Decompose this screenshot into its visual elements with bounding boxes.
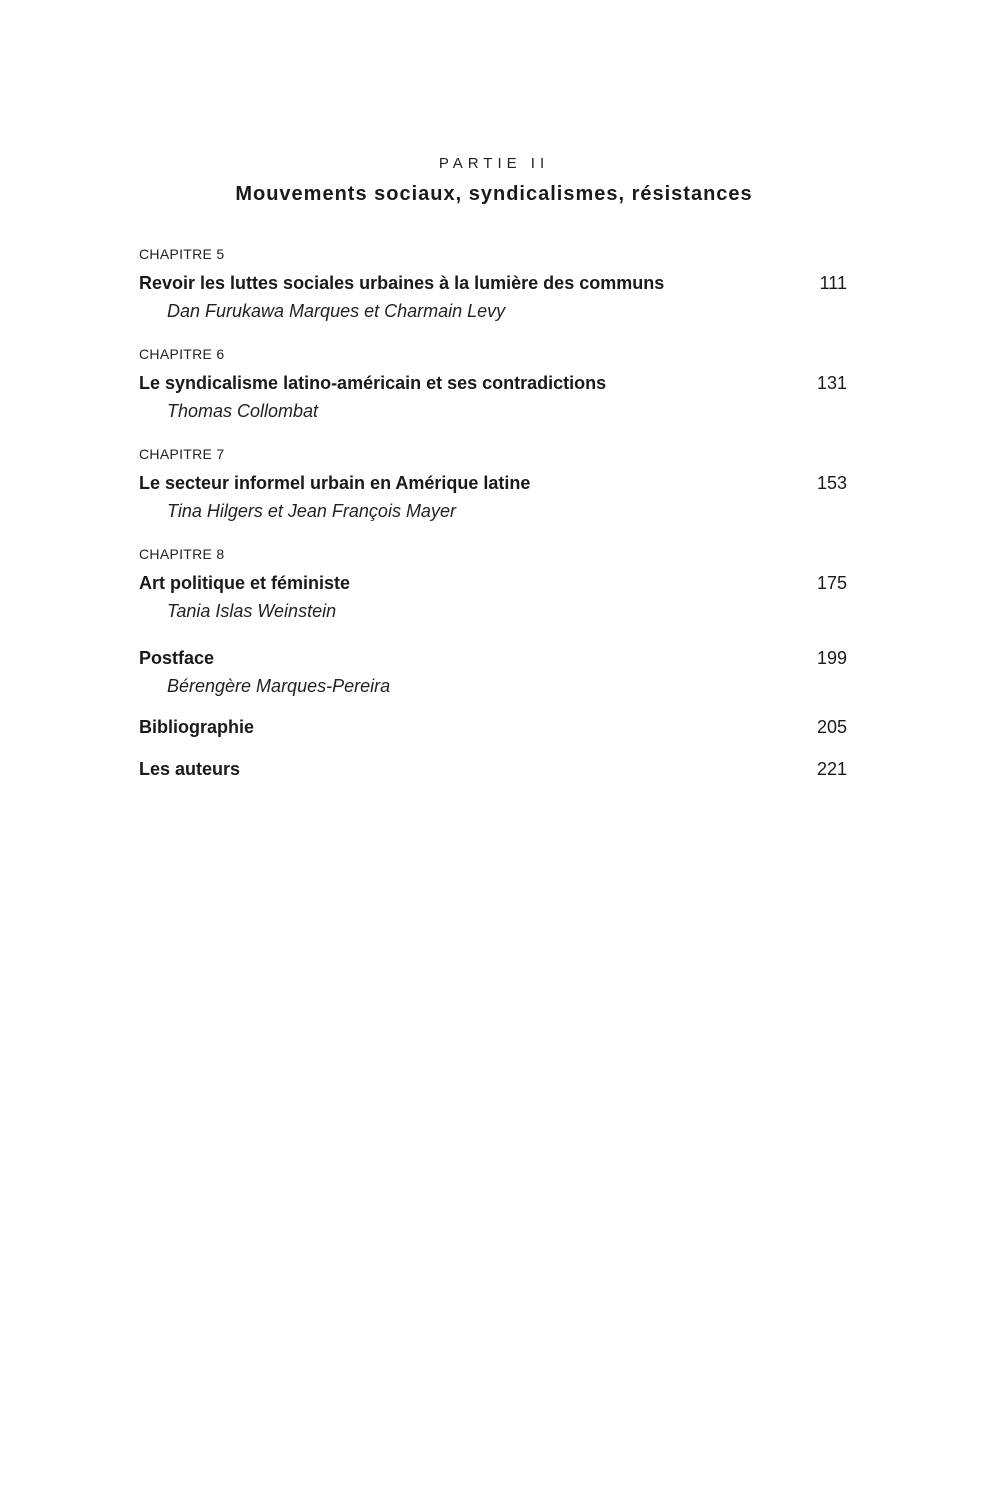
title-row — [139, 755, 847, 783]
chapter-label: CHAPITRE 7 — [139, 446, 225, 462]
toc-entry-chapter-8 — [139, 544, 847, 625]
toc-entry-postface — [139, 644, 847, 700]
title-row — [139, 469, 847, 497]
chapter-label: CHAPITRE 8 — [139, 546, 225, 562]
page-number: 111 — [819, 273, 847, 293]
chapter-title[interactable]: Le syndicalisme latino-américain et ses contradictions — [139, 373, 607, 393]
toc-entry-chapter-5 — [139, 244, 847, 325]
title-row — [139, 569, 847, 597]
part-label: PARTIE II — [438, 155, 550, 172]
toc-entry-chapter-6 — [139, 344, 847, 425]
part-title: Mouvements sociaux, syndicalismes, résistances — [235, 183, 753, 205]
page-number: 153 — [816, 473, 847, 493]
bibliographie-title[interactable]: Bibliographie — [139, 717, 255, 737]
title-row — [139, 369, 847, 397]
title-row — [139, 644, 847, 672]
page-number: 205 — [816, 717, 847, 737]
auteurs-title[interactable]: Les auteurs — [139, 759, 241, 779]
page-number: 199 — [816, 648, 847, 668]
title-row — [139, 713, 847, 741]
postface-title[interactable]: Postface — [139, 648, 215, 668]
toc-entry-auteurs — [139, 755, 847, 783]
chapter-title[interactable]: Le secteur informel urbain en Amérique latine — [139, 473, 531, 493]
chapter-title[interactable]: Revoir les luttes sociales urbaines à la lumière des communs — [139, 273, 665, 293]
chapter-author: Thomas Collombat — [167, 401, 319, 421]
table-of-contents — [139, 244, 847, 797]
chapter-title[interactable]: Art politique et féministe — [139, 573, 351, 593]
chapter-label: CHAPITRE 5 — [139, 246, 225, 262]
page-number: 175 — [816, 573, 847, 593]
chapter-label: CHAPITRE 6 — [139, 346, 225, 362]
page-number: 131 — [816, 373, 847, 393]
toc-entry-bibliographie — [139, 713, 847, 741]
chapter-author: Tina Hilgers et Jean François Mayer — [167, 501, 456, 521]
chapter-author: Tania Islas Weinstein — [167, 601, 337, 621]
title-row — [139, 269, 847, 297]
chapter-author: Dan Furukawa Marques et Charmain Levy — [167, 301, 506, 321]
page-number: 221 — [816, 759, 847, 779]
postface-author: Bérengère Marques-Pereira — [167, 676, 391, 696]
toc-entry-chapter-7 — [139, 444, 847, 525]
